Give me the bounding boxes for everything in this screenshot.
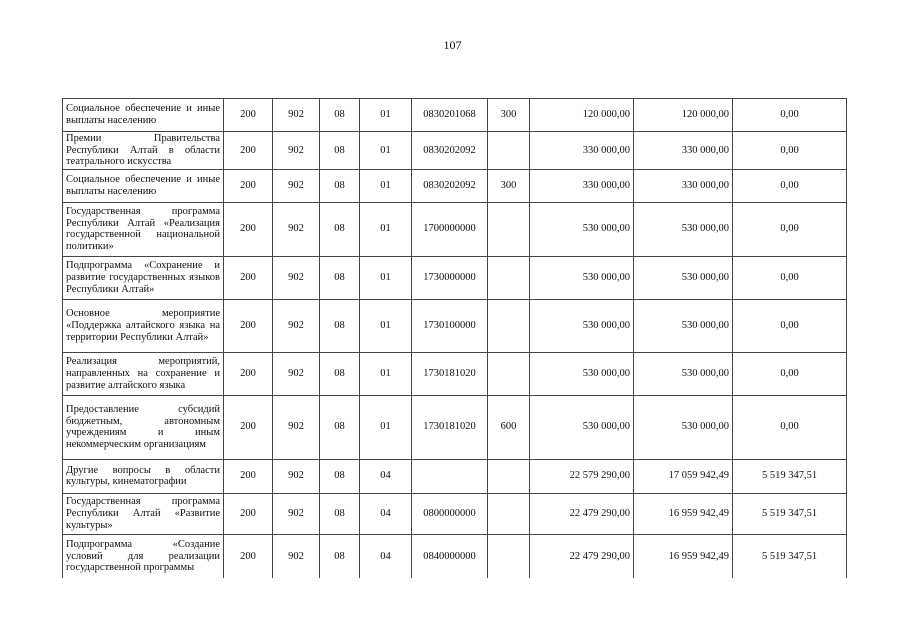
cell-c6: 600	[488, 395, 530, 459]
cell-v3: 0,00	[733, 256, 847, 299]
table-row	[63, 352, 847, 395]
item-name: Государственная программа Республики Алтай «Развитие культуры»	[63, 493, 224, 534]
table-body	[63, 99, 847, 579]
item-name: Социальное обеспечение и иные выплаты населению	[63, 169, 224, 202]
table-row	[63, 169, 847, 202]
cell-c5: 1700000000	[412, 202, 488, 256]
table-row	[63, 534, 847, 578]
cell-v1: 530 000,00	[530, 256, 634, 299]
cell-v3: 0,00	[733, 132, 847, 170]
cell-v3: 0,00	[733, 99, 847, 132]
cell-c2: 902	[273, 395, 320, 459]
cell-c5: 1730000000	[412, 256, 488, 299]
cell-c4: 01	[360, 99, 412, 132]
cell-v2: 530 000,00	[634, 256, 733, 299]
cell-c6: 300	[488, 99, 530, 132]
cell-c3: 08	[320, 534, 360, 578]
cell-c4: 04	[360, 459, 412, 493]
cell-v2: 330 000,00	[634, 169, 733, 202]
cell-c3: 08	[320, 459, 360, 493]
cell-c2: 902	[273, 256, 320, 299]
cell-c3: 08	[320, 256, 360, 299]
cell-v3: 0,00	[733, 352, 847, 395]
cell-v1: 530 000,00	[530, 352, 634, 395]
cell-v1: 22 479 290,00	[530, 493, 634, 534]
cell-c6	[488, 493, 530, 534]
cell-v3: 5 519 347,51	[733, 493, 847, 534]
cell-c2: 902	[273, 459, 320, 493]
cell-v1: 330 000,00	[530, 132, 634, 170]
cell-v1: 22 579 290,00	[530, 459, 634, 493]
cell-c2: 902	[273, 534, 320, 578]
cell-c1: 200	[224, 352, 273, 395]
cell-c3: 08	[320, 132, 360, 170]
cell-c5: 0840000000	[412, 534, 488, 578]
cell-c1: 200	[224, 534, 273, 578]
table-row	[63, 299, 847, 352]
cell-v1: 120 000,00	[530, 99, 634, 132]
cell-v3: 5 519 347,51	[733, 534, 847, 578]
item-name: Подпрограмма «Сохранение и развитие государственных языков Республики Алтай»	[63, 256, 224, 299]
cell-c3: 08	[320, 493, 360, 534]
cell-v2: 530 000,00	[634, 299, 733, 352]
cell-c2: 902	[273, 99, 320, 132]
cell-c4: 01	[360, 352, 412, 395]
cell-c4: 01	[360, 395, 412, 459]
cell-c1: 200	[224, 299, 273, 352]
cell-v1: 22 479 290,00	[530, 534, 634, 578]
cell-v2: 330 000,00	[634, 132, 733, 170]
cell-v2: 16 959 942,49	[634, 534, 733, 578]
item-name: Основное мероприятие «Поддержка алтайского языка на территории Республики Алтай»	[63, 299, 224, 352]
cell-v3: 0,00	[733, 169, 847, 202]
cell-c2: 902	[273, 299, 320, 352]
cell-c5: 1730100000	[412, 299, 488, 352]
cell-c6	[488, 459, 530, 493]
item-name: Премии Правительства Республики Алтай в области театрального искусства	[63, 132, 224, 170]
cell-c1: 200	[224, 395, 273, 459]
cell-c4: 01	[360, 299, 412, 352]
cell-v1: 530 000,00	[530, 395, 634, 459]
cell-c1: 200	[224, 202, 273, 256]
cell-c3: 08	[320, 202, 360, 256]
item-name: Подпрограмма «Создание условий для реализации государственной программы	[63, 534, 224, 578]
cell-v3: 0,00	[733, 299, 847, 352]
cell-c1: 200	[224, 493, 273, 534]
cell-v1: 530 000,00	[530, 299, 634, 352]
cell-c1: 200	[224, 256, 273, 299]
cell-c6	[488, 534, 530, 578]
table-row	[63, 493, 847, 534]
cell-c4: 01	[360, 256, 412, 299]
cell-c1: 200	[224, 132, 273, 170]
cell-c2: 902	[273, 202, 320, 256]
cell-v2: 17 059 942,49	[634, 459, 733, 493]
cell-c1: 200	[224, 99, 273, 132]
cell-c6	[488, 256, 530, 299]
cell-c3: 08	[320, 352, 360, 395]
cell-c4: 01	[360, 169, 412, 202]
cell-v2: 120 000,00	[634, 99, 733, 132]
cell-v1: 330 000,00	[530, 169, 634, 202]
table-row	[63, 459, 847, 493]
cell-c4: 01	[360, 132, 412, 170]
cell-c2: 902	[273, 169, 320, 202]
table-row	[63, 202, 847, 256]
cell-c5: 0800000000	[412, 493, 488, 534]
item-name: Государственная программа Республики Алтай «Реализация государственной национальной политики»	[63, 202, 224, 256]
cell-c3: 08	[320, 299, 360, 352]
cell-v2: 16 959 942,49	[634, 493, 733, 534]
page-number: 107	[443, 38, 462, 52]
cell-c5	[412, 459, 488, 493]
item-name: Социальное обеспечение и иные выплаты населению	[63, 99, 224, 132]
budget-table	[62, 98, 847, 578]
table-row	[63, 99, 847, 132]
cell-c5: 0830201068	[412, 99, 488, 132]
cell-c6	[488, 352, 530, 395]
cell-v3: 0,00	[733, 202, 847, 256]
cell-v3: 5 519 347,51	[733, 459, 847, 493]
cell-c1: 200	[224, 459, 273, 493]
cell-c3: 08	[320, 99, 360, 132]
cell-c6	[488, 132, 530, 170]
cell-v2: 530 000,00	[634, 352, 733, 395]
cell-c6	[488, 202, 530, 256]
cell-c4: 04	[360, 534, 412, 578]
cell-c4: 01	[360, 202, 412, 256]
cell-v3: 0,00	[733, 395, 847, 459]
cell-c5: 1730181020	[412, 352, 488, 395]
cell-c2: 902	[273, 493, 320, 534]
table-row	[63, 395, 847, 459]
cell-c3: 08	[320, 169, 360, 202]
cell-c2: 902	[273, 352, 320, 395]
cell-c3: 08	[320, 395, 360, 459]
table-row	[63, 256, 847, 299]
cell-v2: 530 000,00	[634, 202, 733, 256]
cell-c2: 902	[273, 132, 320, 170]
item-name: Предоставление субсидий бюджетным, автономным учреждениям и иным некоммерческим организациям	[63, 395, 224, 459]
cell-v2: 530 000,00	[634, 395, 733, 459]
cell-v1: 530 000,00	[530, 202, 634, 256]
table-row	[63, 132, 847, 170]
cell-c5: 0830202092	[412, 132, 488, 170]
cell-c1: 200	[224, 169, 273, 202]
cell-c5: 0830202092	[412, 169, 488, 202]
cell-c6: 300	[488, 169, 530, 202]
cell-c6	[488, 299, 530, 352]
cell-c5: 1730181020	[412, 395, 488, 459]
item-name: Реализация мероприятий, направленных на сохранение и развитие алтайского языка	[63, 352, 224, 395]
item-name: Другие вопросы в области культуры, кинематографии	[63, 459, 224, 493]
cell-c4: 04	[360, 493, 412, 534]
